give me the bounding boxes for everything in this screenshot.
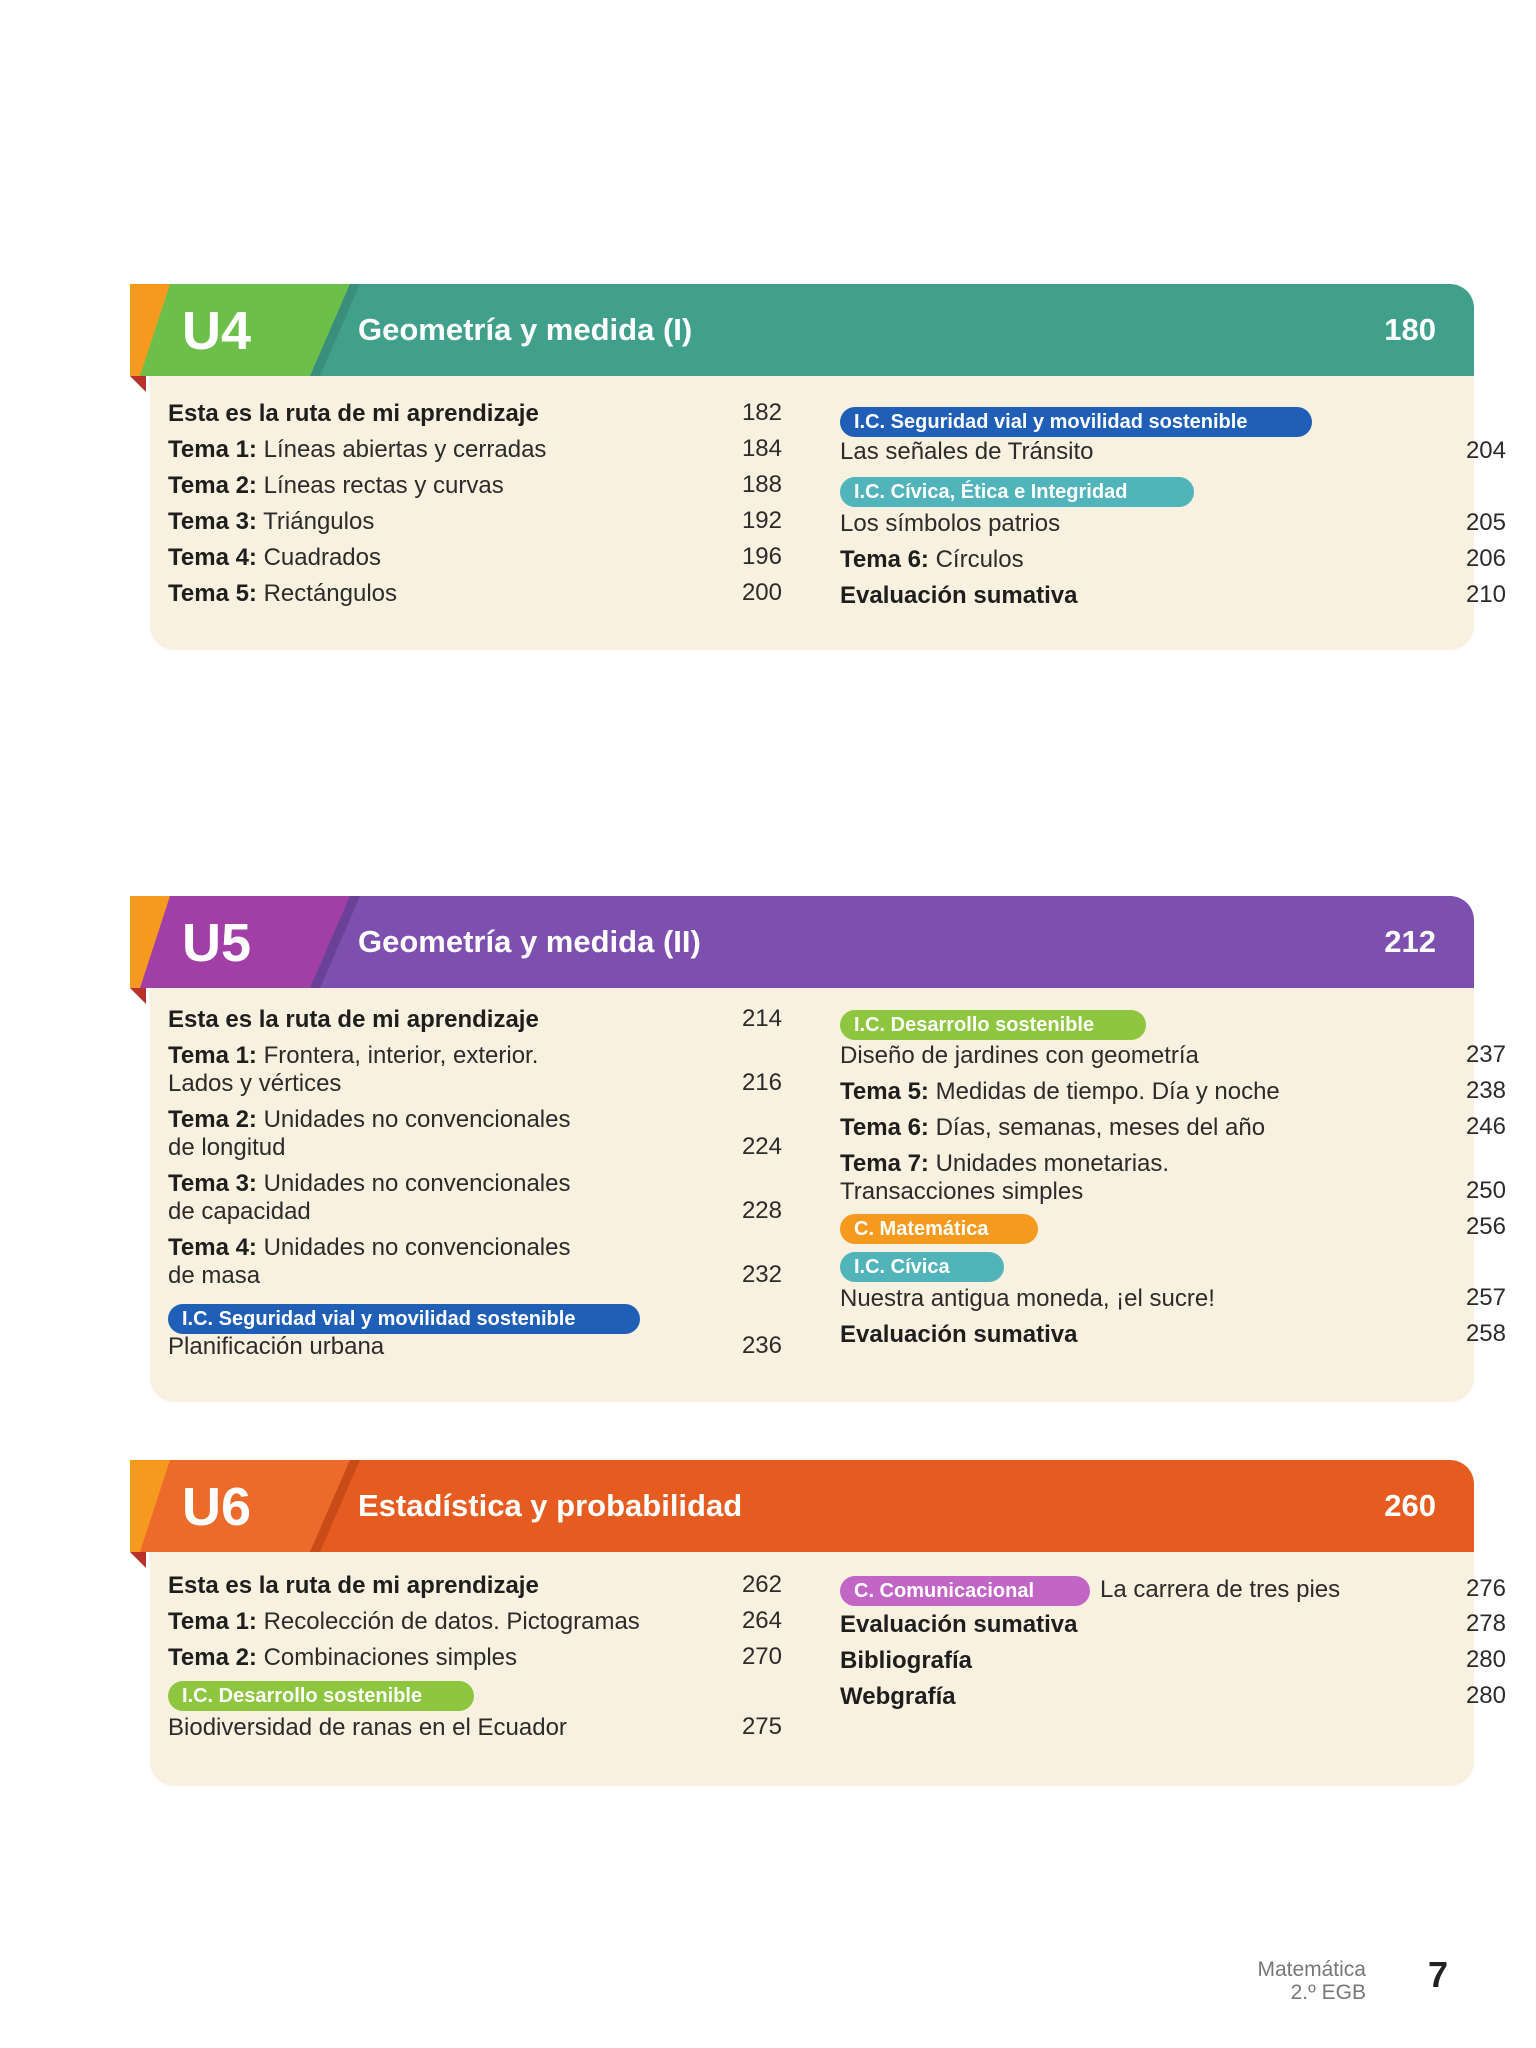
unit-5 [130,896,1506,1408]
category-badge: I.C. Seguridad vial y movilidad sostenible [168,1304,640,1334]
unit-page: 180 [1384,312,1436,347]
toc-page: 246 [1465,1113,1506,1140]
unit-title: Geometría y medida (II) [358,924,701,959]
toc-entry-continued: de masa [168,1262,261,1289]
toc-entry[interactable]: La carrera de tres pies [1100,1576,1341,1603]
toc-page: 237 [1465,1041,1506,1068]
toc-entry[interactable]: Esta es la ruta de mi aprendizaje [168,400,539,427]
toc-page: 184 [741,435,782,462]
toc-entry[interactable]: Tema 2: Combinaciones simples [168,1644,518,1671]
category-badge: I.C. Desarrollo sostenible [840,1010,1146,1040]
toc-page: 204 [1465,437,1506,464]
toc-page: 192 [741,507,782,534]
ribbon-fold-icon [130,376,146,392]
footer-grade: 2.º EGB [1290,1981,1366,2004]
toc-entry[interactable]: Tema 5: Medidas de tiempo. Día y noche [840,1078,1280,1105]
unit-page: 260 [1384,1488,1436,1523]
toc-page: 200 [741,579,782,606]
toc-entry[interactable]: Esta es la ruta de mi aprendizaje [168,1572,539,1599]
unit-title: Geometría y medida (I) [358,312,693,347]
unit-tag [130,284,360,376]
toc-page: 262 [741,1571,782,1598]
toc-entry[interactable]: Tema 3: Unidades no convencionales [168,1170,571,1197]
toc-entry-continued: de capacidad [168,1198,311,1225]
page-number: 7 [1427,1954,1448,1995]
toc-page: 238 [1465,1077,1506,1104]
toc-page: 236 [741,1332,782,1359]
toc-entry[interactable]: Tema 1: Líneas abiertas y cerradas [168,436,547,463]
toc-page: 275 [741,1713,782,1740]
toc-page: 250 [1465,1177,1506,1204]
unit-code: U6 [182,1477,252,1537]
toc-entry-continued: de longitud [168,1134,286,1161]
toc-entry[interactable]: Evaluación sumativa [840,1321,1078,1348]
toc-entry[interactable]: Nuestra antigua moneda, ¡el sucre! [840,1285,1215,1312]
category-badge: C. Comunicacional [840,1576,1090,1606]
toc-page: 210 [1465,581,1506,608]
category-badge: I.C. Seguridad vial y movilidad sostenible [840,407,1312,437]
toc-entry[interactable]: Tema 5: Rectángulos [168,580,398,607]
unit-title: Estadística y probabilidad [358,1488,743,1523]
toc-page: 232 [741,1261,782,1288]
toc-page: 205 [1465,509,1506,536]
toc-page: 188 [741,471,782,498]
toc-page: 196 [741,543,782,570]
unit-tag [130,1460,360,1552]
toc-entry[interactable]: Esta es la ruta de mi aprendizaje [168,1006,539,1033]
toc-entry[interactable]: Evaluación sumativa [840,1611,1078,1638]
toc-entry-continued: Lados y vértices [168,1070,342,1097]
unit-code: U4 [182,301,252,361]
toc-entry[interactable]: Diseño de jardines con geometría [840,1042,1199,1069]
toc-entry[interactable]: Webgrafía [840,1683,956,1710]
toc-entry[interactable]: Tema 6: Círculos [840,546,1024,573]
toc-page: 257 [1465,1284,1506,1311]
unit-tag [130,896,360,988]
toc-page: 214 [741,1005,782,1032]
toc-page: 270 [741,1643,782,1670]
toc-page: 264 [741,1607,782,1634]
toc-page: 228 [741,1197,782,1224]
toc-entry[interactable]: Biodiversidad de ranas en el Ecuador [168,1714,567,1741]
category-badge: I.C. Cívica [840,1252,1004,1282]
toc-page: 206 [1465,545,1506,572]
category-badge: C. Matemática [840,1214,1038,1244]
toc-page: 258 [1465,1320,1506,1347]
unit-4 [130,284,1506,654]
toc-page: 224 [741,1133,782,1160]
toc-page: 276 [1465,1575,1506,1602]
toc-page: 278 [1465,1610,1506,1637]
category-badge: I.C. Cívica, Ética e Integridad [840,477,1194,507]
toc-entry-continued: Transacciones simples [840,1178,1084,1205]
toc-page: 280 [1465,1646,1506,1673]
page-footer [1257,1958,1366,2004]
toc-page: 280 [1465,1682,1506,1709]
toc-entry[interactable]: Evaluación sumativa [840,582,1078,609]
toc-entry[interactable]: Planificación urbana [168,1333,385,1360]
unit-code: U5 [182,913,252,973]
toc-entry[interactable]: Las señales de Tránsito [840,438,1094,465]
category-badge: I.C. Desarrollo sostenible [168,1681,474,1711]
toc-page: 256 [1465,1213,1506,1240]
toc-entry[interactable]: Tema 2: Líneas rectas y curvas [168,472,504,499]
toc-entry[interactable]: Tema 1: Recolección de datos. Pictogramas [168,1608,640,1635]
toc-entry[interactable]: Los símbolos patrios [840,510,1061,537]
toc-entry[interactable]: Tema 1: Frontera, interior, exterior. [168,1042,539,1069]
unit-page: 212 [1384,924,1436,959]
toc-entry[interactable]: Tema 7: Unidades monetarias. [840,1150,1170,1177]
toc-page: 216 [741,1069,782,1096]
toc-entry[interactable]: Tema 3: Triángulos [168,508,375,535]
toc-entry[interactable]: Tema 4: Cuadrados [168,544,381,571]
toc-entry[interactable]: Bibliografía [840,1647,973,1674]
toc-entry[interactable]: Tema 2: Unidades no convencionales [168,1106,571,1133]
toc-entry[interactable]: Tema 6: Días, semanas, meses del año [840,1114,1266,1141]
toc-page: 182 [741,399,782,426]
toc-entry[interactable]: Tema 4: Unidades no convencionales [168,1234,571,1261]
ribbon-fold-icon [130,1552,146,1568]
footer-subject: Matemática [1257,1958,1366,1981]
ribbon-fold-icon [130,988,146,1004]
unit-6 [130,1460,1506,1790]
